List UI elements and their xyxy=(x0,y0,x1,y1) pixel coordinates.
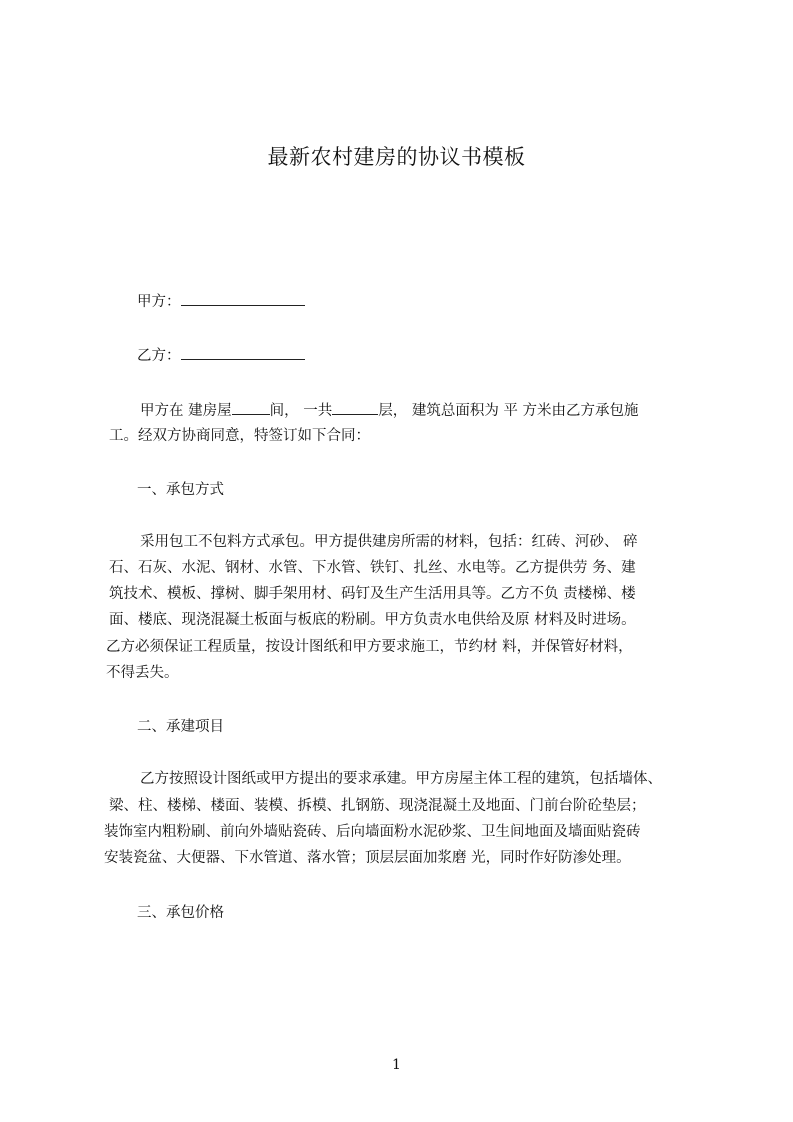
party-b-blank xyxy=(181,345,305,360)
section-1-line: 筑技术、模板、撑树、脚手架用材、码钉及生产生活用具等。乙方不负 责楼梯、楼 xyxy=(109,586,636,602)
section-1-line: 面、楼底、现浇混凝土板面与板底的粉刷。甲方负责水电供给及原 材料及时进场。 xyxy=(109,612,636,628)
floors-blank xyxy=(332,400,378,415)
intro-segment-2: 间， 一共 xyxy=(269,403,333,419)
section-3-heading: 三、承包价格 xyxy=(137,905,224,921)
section-1-line: 乙方必须保证工程质量，按设计图纸和甲方要求施工，节约材 料，并保管好材料， xyxy=(106,639,633,655)
party-a-blank xyxy=(181,291,305,306)
section-2-line: 装饰室内粗粉刷、前向外墙贴瓷砖、后向墙面粉水泥砂浆、卫生间地面及墙面贴瓷砖 xyxy=(104,824,641,840)
section-1-line: 石、石灰、水泥、钢材、水管、下水管、铁钉、扎丝、水电等。乙方提供劳 务、建 xyxy=(109,560,636,576)
party-a-label: 甲方： xyxy=(137,294,181,310)
intro-line-2: 工。经双方协商同意，特签订如下合同： xyxy=(109,428,370,444)
intro-segment-1: 甲方在 建房屋 xyxy=(140,403,232,419)
party-a-line xyxy=(137,291,305,312)
section-2-line: 乙方按照设计图纸或甲方提出的要求承建。甲方房屋主体工程的建筑，包括墙体、 xyxy=(140,771,662,787)
party-b-label: 乙方： xyxy=(137,348,181,364)
section-1-line: 采用包工不包料方式承包。甲方提供建房所需的材料，包括：红砖、河砂、 碎 xyxy=(140,534,638,550)
intro-segment-3: 层， 建筑总面积为 平 方米由乙方承包施 xyxy=(378,403,639,419)
section-2-line: 安装瓷盆、大便器、下水管道、落水管；顶层层面加浆磨 光，同时作好防渗处理。 xyxy=(104,850,631,866)
section-1-heading: 一、承包方式 xyxy=(137,482,224,498)
section-1-line: 不得丢失。 xyxy=(106,665,179,681)
intro-line-1 xyxy=(140,400,639,421)
document-title: 最新农村建房的协议书模板 xyxy=(267,145,526,169)
section-2-line: 梁、柱、楼梯、楼面、装模、拆模、扎钢筋、现浇混凝土及地面、门前台阶砼垫层； xyxy=(109,798,646,814)
section-2-heading: 二、承建项目 xyxy=(137,719,224,735)
party-b-line xyxy=(137,345,305,366)
page-number: 1 xyxy=(392,1057,401,1073)
rooms-blank xyxy=(232,400,270,415)
